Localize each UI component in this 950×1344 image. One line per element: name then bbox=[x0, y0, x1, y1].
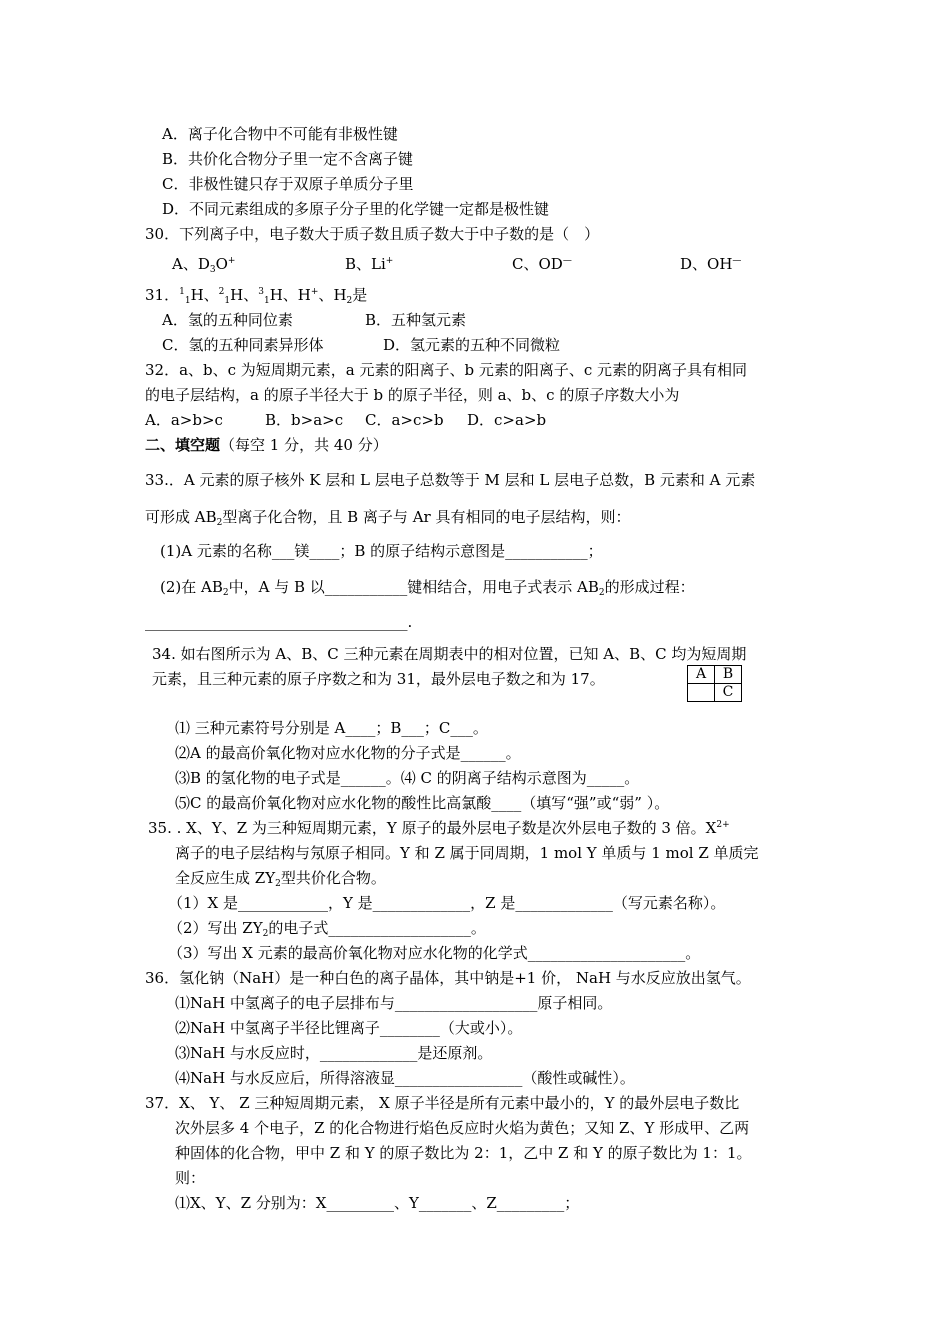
q34-part-3-4: ⑶B 的氢化物的电子式是______。⑷ C 的阴离子结构示意图为_____。 bbox=[175, 769, 640, 787]
q29-option-a: A．离子化合物中不可能有非极性键 bbox=[162, 125, 398, 143]
table-cell-b: B bbox=[715, 666, 742, 684]
q31-option-d: D．氢元素的五种不同微粒 bbox=[383, 336, 561, 354]
q34-part-2: ⑵A 的最高价氧化物对应水化物的分子式是______。 bbox=[175, 744, 521, 762]
q30-option-b: B、Li+ bbox=[345, 255, 394, 273]
q37-line-1: 37．X、 Y、 Z 三种短周期元素， X 原子半径是所有元素中最小的，Y 的最外层电子数比 bbox=[145, 1094, 740, 1112]
q37-part-1: ⑴X、Y、Z 分别为：X_________、Y_______、Z_________； bbox=[175, 1194, 580, 1212]
q29-option-c: C．非极性键只存于双原子单质分子里 bbox=[162, 175, 414, 193]
table-cell-a: A bbox=[688, 666, 715, 684]
q37-line-4: 则： bbox=[175, 1169, 206, 1187]
table-cell-c: C bbox=[715, 684, 742, 702]
q29-option-d: D．不同元素组成的多原子分子里的化学键一定都是极性键 bbox=[162, 200, 550, 218]
section-2-note: （每空 1 分，共 40 分） bbox=[220, 436, 388, 454]
q31-option-a: A．氢的五种同位素 bbox=[162, 311, 293, 329]
q32-option-b: B．b>a>c bbox=[265, 411, 344, 429]
section-2-title: 二、填空题 bbox=[145, 436, 221, 454]
q33-line-1: 33.．A 元素的原子核外 K 层和 L 层电子总数等于 M 层和 L 层电子总数，B 元素和 A 元素 bbox=[145, 471, 756, 489]
q37-line-3: 种固体的化合物，甲中 Z 和 Y 的原子数比为 2：1，乙中 Z 和 Y 的原子数比为 1：1。 bbox=[175, 1144, 752, 1162]
q34-part-5: ⑸C 的最高价氧化物对应水化物的酸性比高氯酸____（填写“强”或“弱” ）。 bbox=[175, 794, 670, 812]
q36-part-4: ⑷NaH 与水反应后，所得溶液显_________________（酸性或碱性）。 bbox=[175, 1069, 635, 1087]
q30-option-a: A、$D_3O^+$ bbox=[172, 255, 236, 275]
q34-line-2: 元素，且三种元素的原子序数之和为 31，最外层电子数之和为 17。 bbox=[152, 670, 605, 688]
q35-line-1: 35. . X、Y、Z 为三种短周期元素，Y 原子的最外层电子数是次外层电子数的 3 倍。$X^{2+}$ bbox=[148, 819, 730, 837]
q35-part-3: （3）写出 X 元素的最高价氧化物对应水化物的化学式_____________________。 bbox=[168, 944, 701, 962]
q36-part-1: ⑴NaH 中氢离子的电子层排布与___________________原子相同。 bbox=[175, 994, 613, 1012]
q31-stem: 31．$^1_1$H、$^2_1$H、$^3_1$H、H+、$H_2$是 bbox=[145, 286, 368, 306]
q32-option-d: D．c>a>b bbox=[467, 411, 547, 429]
q34-line-1: 34. 如右图所示为 A、B、C 三种元素在周期表中的相对位置，已知 A、B、C 均为短周期 bbox=[152, 645, 747, 663]
q33-answer-blank: ___________________________________. bbox=[145, 613, 413, 631]
q32-line-2: 的电子层结构，a 的原子半径大于 b 的原子半径，则 a、b、c 的原子序数大小为 bbox=[145, 386, 680, 404]
q31-option-c: C．氢的五种同素异形体 bbox=[162, 336, 324, 354]
q35-part-2: （2）写出 $ZY_2$的电子式___________________。 bbox=[168, 919, 486, 939]
q32-option-c: C．a>c>b bbox=[365, 411, 444, 429]
q29-option-b: B．共价化合物分子里一定不含离子键 bbox=[162, 150, 414, 168]
q37-line-2: 次外层多 4 个电子，Z 的化合物进行焰色反应时火焰为黄色；又知 Z、Y 形成甲、乙两 bbox=[175, 1119, 750, 1137]
q34-part-1: ⑴ 三种元素符号分别是 A____；B___；C___。 bbox=[175, 719, 488, 737]
q33-line-2: 可形成 $AB_2$型离子化合物，且 B 离子与 Ar 具有相同的电子层结构，则： bbox=[145, 508, 631, 528]
q32-option-a: A．a>b>c bbox=[145, 411, 223, 429]
q36-part-2: ⑵NaH 中氢离子半径比锂离子________（大或小）。 bbox=[175, 1019, 523, 1037]
q32-line-1: 32．a、b、c 为短周期元素，a 元素的阳离子、b 元素的阳离子、c 元素的阴离子具有相同 bbox=[145, 361, 748, 379]
q36-stem: 36．氢化钠（NaH）是一种白色的离子晶体，其中钠是+1 价， NaH 与水反应放出氢气。 bbox=[145, 969, 751, 987]
section-2-heading bbox=[145, 435, 388, 455]
q33-part-2: (2)在 $AB_2$中，A 与 B 以___________键相结合，用电子式表示 $AB_2$的形成过程： bbox=[160, 578, 695, 598]
q35-line-2: 离子的电子层结构与氖原子相同。Y 和 Z 属于同周期，1 mol Y 单质与 1 mol Z 单质完 bbox=[175, 844, 759, 862]
q35-line-3: 全反应生成 $ZY_2$型共价化合物。 bbox=[175, 869, 386, 889]
q30-option-c: C、OD— bbox=[512, 255, 572, 273]
table-cell-empty bbox=[688, 684, 715, 702]
q33-part-1: (1)A 元素的名称___镁____；B 的原子结构示意图是___________； bbox=[160, 542, 603, 560]
periodic-table-fragment bbox=[687, 665, 742, 702]
q31-option-b: B．五种氢元素 bbox=[365, 311, 467, 329]
q36-part-3: ⑶NaH 与水反应时，_____________是还原剂。 bbox=[175, 1044, 493, 1062]
q30-option-d: D、OH— bbox=[680, 255, 742, 273]
q35-part-1: （1）X 是____________，Y 是_____________，Z 是_____________（写元素名称）。 bbox=[168, 894, 726, 912]
q30-stem: 30．下列离子中，电子数大于质子数且质子数大于中子数的是（ ） bbox=[145, 225, 600, 243]
